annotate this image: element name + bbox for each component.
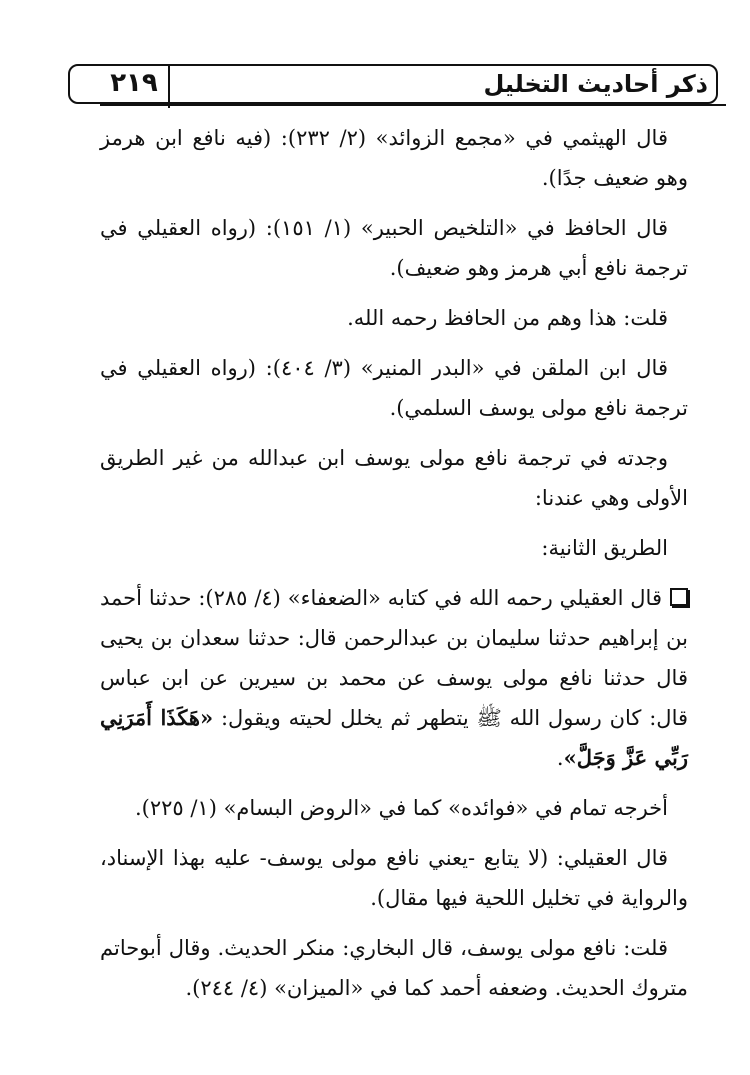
hadith-text: «هَكَذَا أَمَرَنِي رَبِّي عَزَّ وَجَلَّ» <box>100 705 688 770</box>
paragraph-uqayli-hadith <box>100 578 688 778</box>
paragraph-found: وجدته في ترجمة نافع مولى يوسف ابن عبدالله من غير الطريق الأولى وهي عندنا: <box>100 446 688 510</box>
paragraph-conclusion: قلت: نافع مولى يوسف، قال البخاري: منكر الحديث. وقال أبوحاتم متروك الحديث. وضعفه أحمد كما في «الميزان» (٤/ ٢٤٤). <box>100 936 688 1000</box>
checkbox-square-icon <box>670 588 688 606</box>
paragraph-haythami: قال الهيثمي في «مجمع الزوائد» (٢/ ٢٣٢): (فيه نافع ابن هرمز وهو ضعيف جدًا). <box>100 126 688 190</box>
paragraph-hafiz: قال الحافظ في «التلخيص الحبير» (١/ ١٥١): (رواه العقيلي في ترجمة نافع أبي هرمز وهو ضعيف). <box>100 216 688 280</box>
hadith-end: . <box>556 746 564 770</box>
header-rule <box>100 104 726 106</box>
paragraph-second-route: الطريق الثانية: <box>541 536 668 560</box>
paragraph-comment: قلت: هذا وهم من الحافظ رحمه الله. <box>347 306 668 330</box>
hadith-intro: قال العقيلي رحمه الله في كتابه «الضعفاء» (٤/ ٢٨٥): حدثنا أحمد بن إبراهيم حدثنا سليمان بن عبدالرحمن قال: حدثنا سعدان بن يحيى قال حدثنا نافع مولى يوسف عن محمد بن سيرين عن ابن عباس قال: كان رسول الله ﷺ يتطهر ثم يخلل لحيته ويقول: <box>100 586 689 730</box>
paragraph-uqayli-comment: قال العقيلي: (لا يتابع -يعني نافع مولى يوسف- عليه بهذا الإسناد، والرواية في تخليل اللحية فيها مقال). <box>100 846 688 910</box>
page-number: ٢١٩ <box>110 68 158 98</box>
running-title: ذكر أحاديث التخليل <box>483 70 708 98</box>
paragraph-ibn-mulaqqin: قال ابن الملقن في «البدر المنير» (٣/ ٤٠٤): (رواه العقيلي في ترجمة نافع مولى يوسف السلمي). <box>100 356 688 420</box>
paragraph-tammam: أخرجه تمام في «فوائده» كما في «الروض البسام» (١/ ٢٢٥). <box>134 796 668 820</box>
main-text <box>100 118 688 1018</box>
